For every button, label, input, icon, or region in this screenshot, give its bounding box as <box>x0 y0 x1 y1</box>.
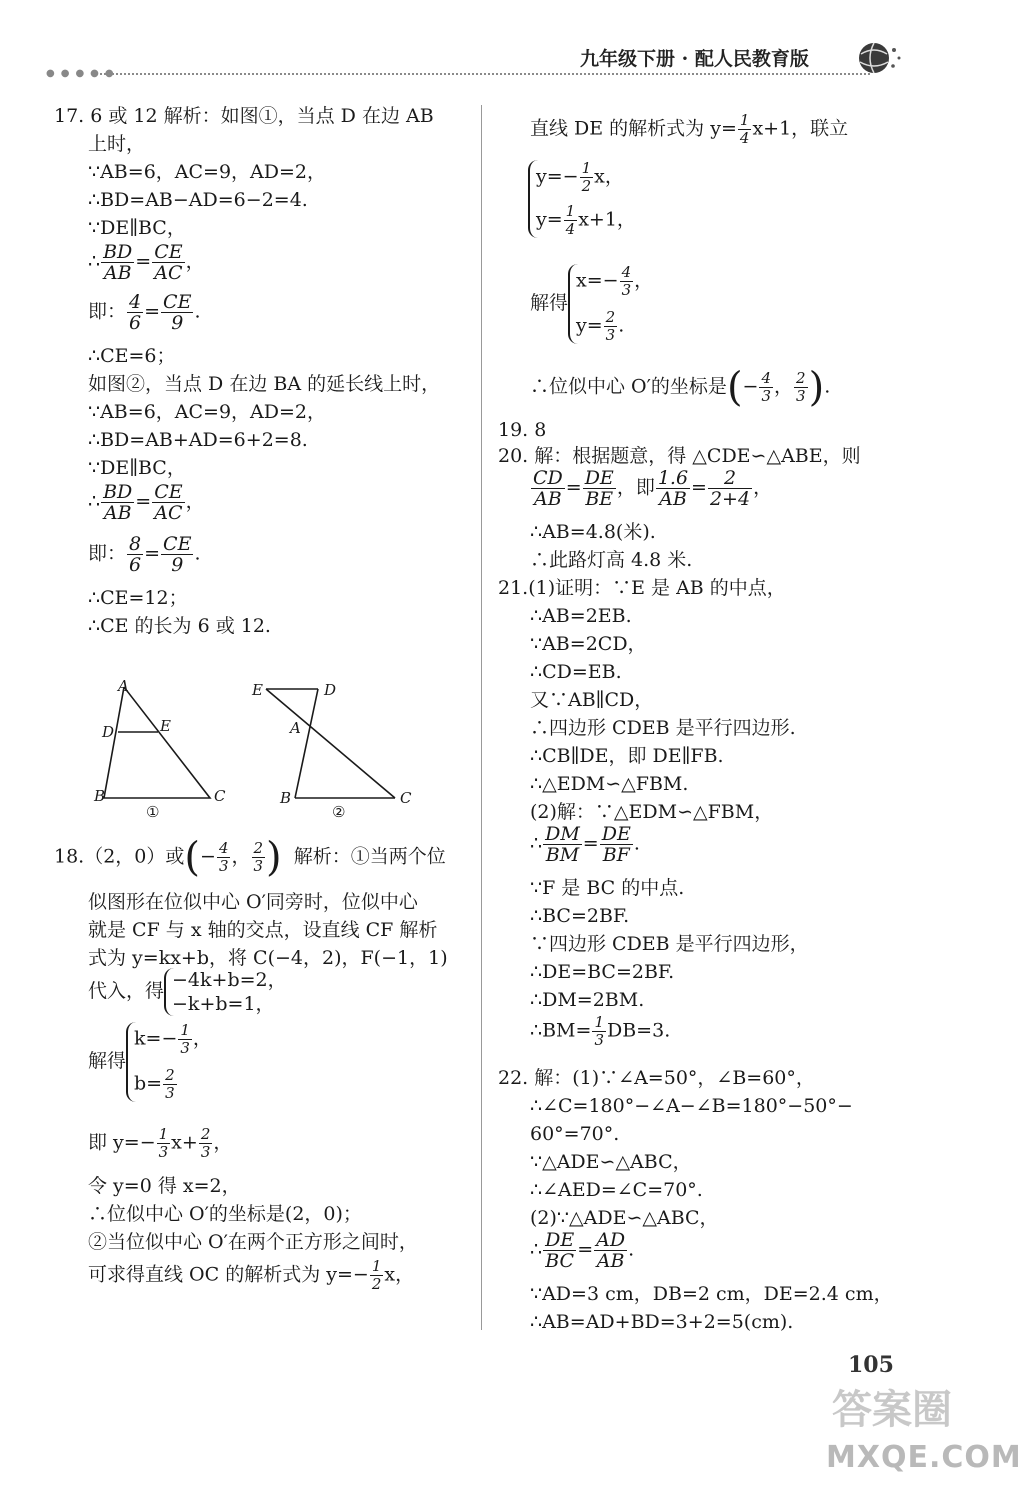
q17-proportion-1: ∴ $\frac{BD}{AB}$ = $\frac{CE}{AC}$ ， <box>88 241 205 284</box>
q21-line: ∴DM=2BM. <box>530 989 645 1011</box>
fig1-caption: ① <box>146 803 160 821</box>
q21-line: ∴DE=BC=2BF. <box>530 961 675 983</box>
q20-line: ∴AB=4.8(米). <box>530 521 656 543</box>
q18-line: ∴位似中心 O′的坐标是(2，0)； <box>88 1203 362 1225</box>
fig1-label-b: B <box>94 787 106 805</box>
q22-line: ∴AB=AD+BD=3+2=5(cm). <box>530 1311 794 1333</box>
q18-line: 似图形在位似中心 O′同旁时，位似中心 <box>88 891 418 913</box>
q18-line-oc: 可求得直线 OC 的解析式为 y=− $\frac{1}{2}$ x， <box>88 1257 415 1293</box>
q18-line: 令 y=0 得 x=2， <box>88 1175 241 1197</box>
q21-head: 21.(1)证明：∵E 是 AB 的中点， <box>498 577 786 599</box>
q17-proportion-4: 即： $\frac{8}{6}$ = $\frac{CE}{9}$ . <box>88 533 201 576</box>
r-center: ∴位似中心 O′的坐标是(− $\frac{4}{3}$ ， $\frac{2}{3}$ ). <box>530 364 831 411</box>
q22-line: ∴∠C=180°−∠A−∠B=180°−50°− <box>530 1095 853 1117</box>
fig1-label-e: E <box>160 717 171 735</box>
triangle-figures <box>90 673 430 823</box>
q21-line: ∴△EDM∽△FBM. <box>530 773 689 795</box>
header-title: 九年级下册 · 配人民教育版 <box>580 48 809 70</box>
q17-line: ∴BD=AB−AD=6−2=4. <box>88 189 308 211</box>
q21-line: ∵F 是 BC 的中点. <box>530 877 685 899</box>
q17-proportion-3: ∴ $\frac{BD}{AB}$ = $\frac{CE}{AC}$ ， <box>88 481 205 524</box>
q20-proportion: $\frac{CD}{AB}$ = $\frac{DE}{BE}$ ，即 $\frac{1.6}{AB}$ = $\frac{2}{2+4}$ ， <box>533 467 773 510</box>
q20-line: ∴此路灯高 4.8 米. <box>530 549 693 571</box>
q22-line: ∴∠AED=∠C=70°. <box>530 1179 703 1201</box>
r-solution: 解得 x=− $\frac{4}{3}$ ， y= $\frac{2}{3}$ . <box>530 263 654 344</box>
q17-line: 如图②，当点 D 在边 BA 的延长线上时， <box>88 373 441 395</box>
q22-line: ∵AD=3 cm，DB=2 cm，DE=2.4 cm， <box>530 1283 893 1305</box>
fig2-label-e: E <box>252 681 263 699</box>
q21-line: ∴CB∥DE，即 DE∥FB. <box>530 745 724 767</box>
q17-conclusion: ∴CE 的长为 6 或 12. <box>88 615 271 637</box>
fig1-label-c: C <box>214 787 226 805</box>
fig2-label-b: B <box>280 789 292 807</box>
q18-line: 式为 y=kx+b，将 C(−4，2)，F(−1，1) <box>88 947 448 969</box>
q18-solution: 解得 k=− $\frac{1}{3}$ ， b= $\frac{2}{3}$ <box>88 1021 212 1102</box>
watermark-logo: 答案圈 <box>832 1386 952 1433</box>
q17-cont: 上时， <box>88 133 146 155</box>
page-number: 105 <box>848 1352 894 1378</box>
fig1-label-a: A <box>118 677 129 695</box>
q17-line: ∴CE=12； <box>88 587 188 609</box>
basketball-icon <box>856 40 904 76</box>
r-de-line: 直线 DE 的解析式为 y= $\frac{1}{4}$ x+1，联立 <box>530 111 849 147</box>
q22-line: ∵△ADE∽△ABC， <box>530 1151 692 1173</box>
q21-line: ∵AB=2CD， <box>530 633 647 655</box>
q17-line: ∵DE∥BC， <box>88 457 186 479</box>
q18-system: 代入，得 −4k+b=2， −k+b=1， <box>88 969 287 1015</box>
q21-line: ∵四边形 CDEB 是平行四边形， <box>530 933 809 955</box>
q21-line: 又∵AB∥CD， <box>530 689 654 711</box>
column-divider <box>481 105 482 1330</box>
r-system: y=− $\frac{1}{2}$ x， y= $\frac{1}{4}$ x+1， <box>528 160 636 238</box>
fig1-label-d: D <box>102 723 115 741</box>
q17-line: ∴CE=6； <box>88 345 176 367</box>
q21-line: ∴AB=2EB. <box>530 605 632 627</box>
q21-line: ∴四边形 CDEB 是平行四边形. <box>530 717 796 739</box>
q20-head: 20. 解：根据题意，得 △CDE∽△ABE，则 <box>498 445 861 467</box>
q22-line: (2)∵△ADE∽△ABC， <box>530 1207 719 1229</box>
right-column <box>498 100 918 1333</box>
left-column-q18 <box>54 836 474 1316</box>
q21-bm: ∴BM= $\frac{1}{3}$ DB=3. <box>530 1013 671 1049</box>
q18-line: 就是 CF 与 x 轴的交点，设直线 CF 解析 <box>88 919 438 941</box>
q17-line: ∵DE∥BC， <box>88 217 186 239</box>
q21-line: ∴BC=2BF. <box>530 905 630 927</box>
q22-head: 22. 解：(1)∵∠A=50°，∠B=60°， <box>498 1067 815 1089</box>
q21-line: (2)解：∵△EDM∽△FBM， <box>530 801 774 823</box>
q17-line: ∴BD=AB+AD=6+2=8. <box>88 429 308 451</box>
q21-line: ∴CD=EB. <box>530 661 622 683</box>
q22-line: 60°=70°. <box>530 1123 620 1145</box>
q18-line: ②当位似中心 O′在两个正方形之间时， <box>88 1231 418 1253</box>
fig2-label-a: A <box>290 719 301 737</box>
fig2-caption: ② <box>332 803 346 821</box>
q18-line-equation: 即 y=− $\frac{1}{3}$ x+ $\frac{2}{3}$ ， <box>88 1125 233 1161</box>
header-rule <box>100 73 870 75</box>
q17-head: 17. 6 或 12 解析：如图①，当点 D 在边 AB <box>54 105 434 127</box>
q17-line: ∵AB=6，AC=9，AD=2， <box>88 401 327 423</box>
q18-head: 18.（2，0）或(− $\frac{4}{3}$ ， $\frac{2}{3}$ ) 解析：①当两个位 <box>54 834 446 881</box>
q22-proportion: ∴ $\frac{DE}{BC}$ = $\frac{AD}{AB}$ . <box>530 1229 635 1272</box>
fig2-label-d: D <box>324 681 337 699</box>
q17-proportion-2: 即： $\frac{4}{6}$ = $\frac{CE}{9}$ . <box>88 291 201 334</box>
header-dots: ●●●●● <box>46 68 120 79</box>
q19-answer: 19. 8 <box>498 419 547 441</box>
q21-proportion: ∴ $\frac{DM}{BM}$ = $\frac{DE}{BF}$ . <box>530 823 640 866</box>
fig2-label-c: C <box>400 789 412 807</box>
watermark-url: MXQE.COM <box>826 1440 1022 1475</box>
q17-line: ∵AB=6，AC=9，AD=2， <box>88 161 327 183</box>
